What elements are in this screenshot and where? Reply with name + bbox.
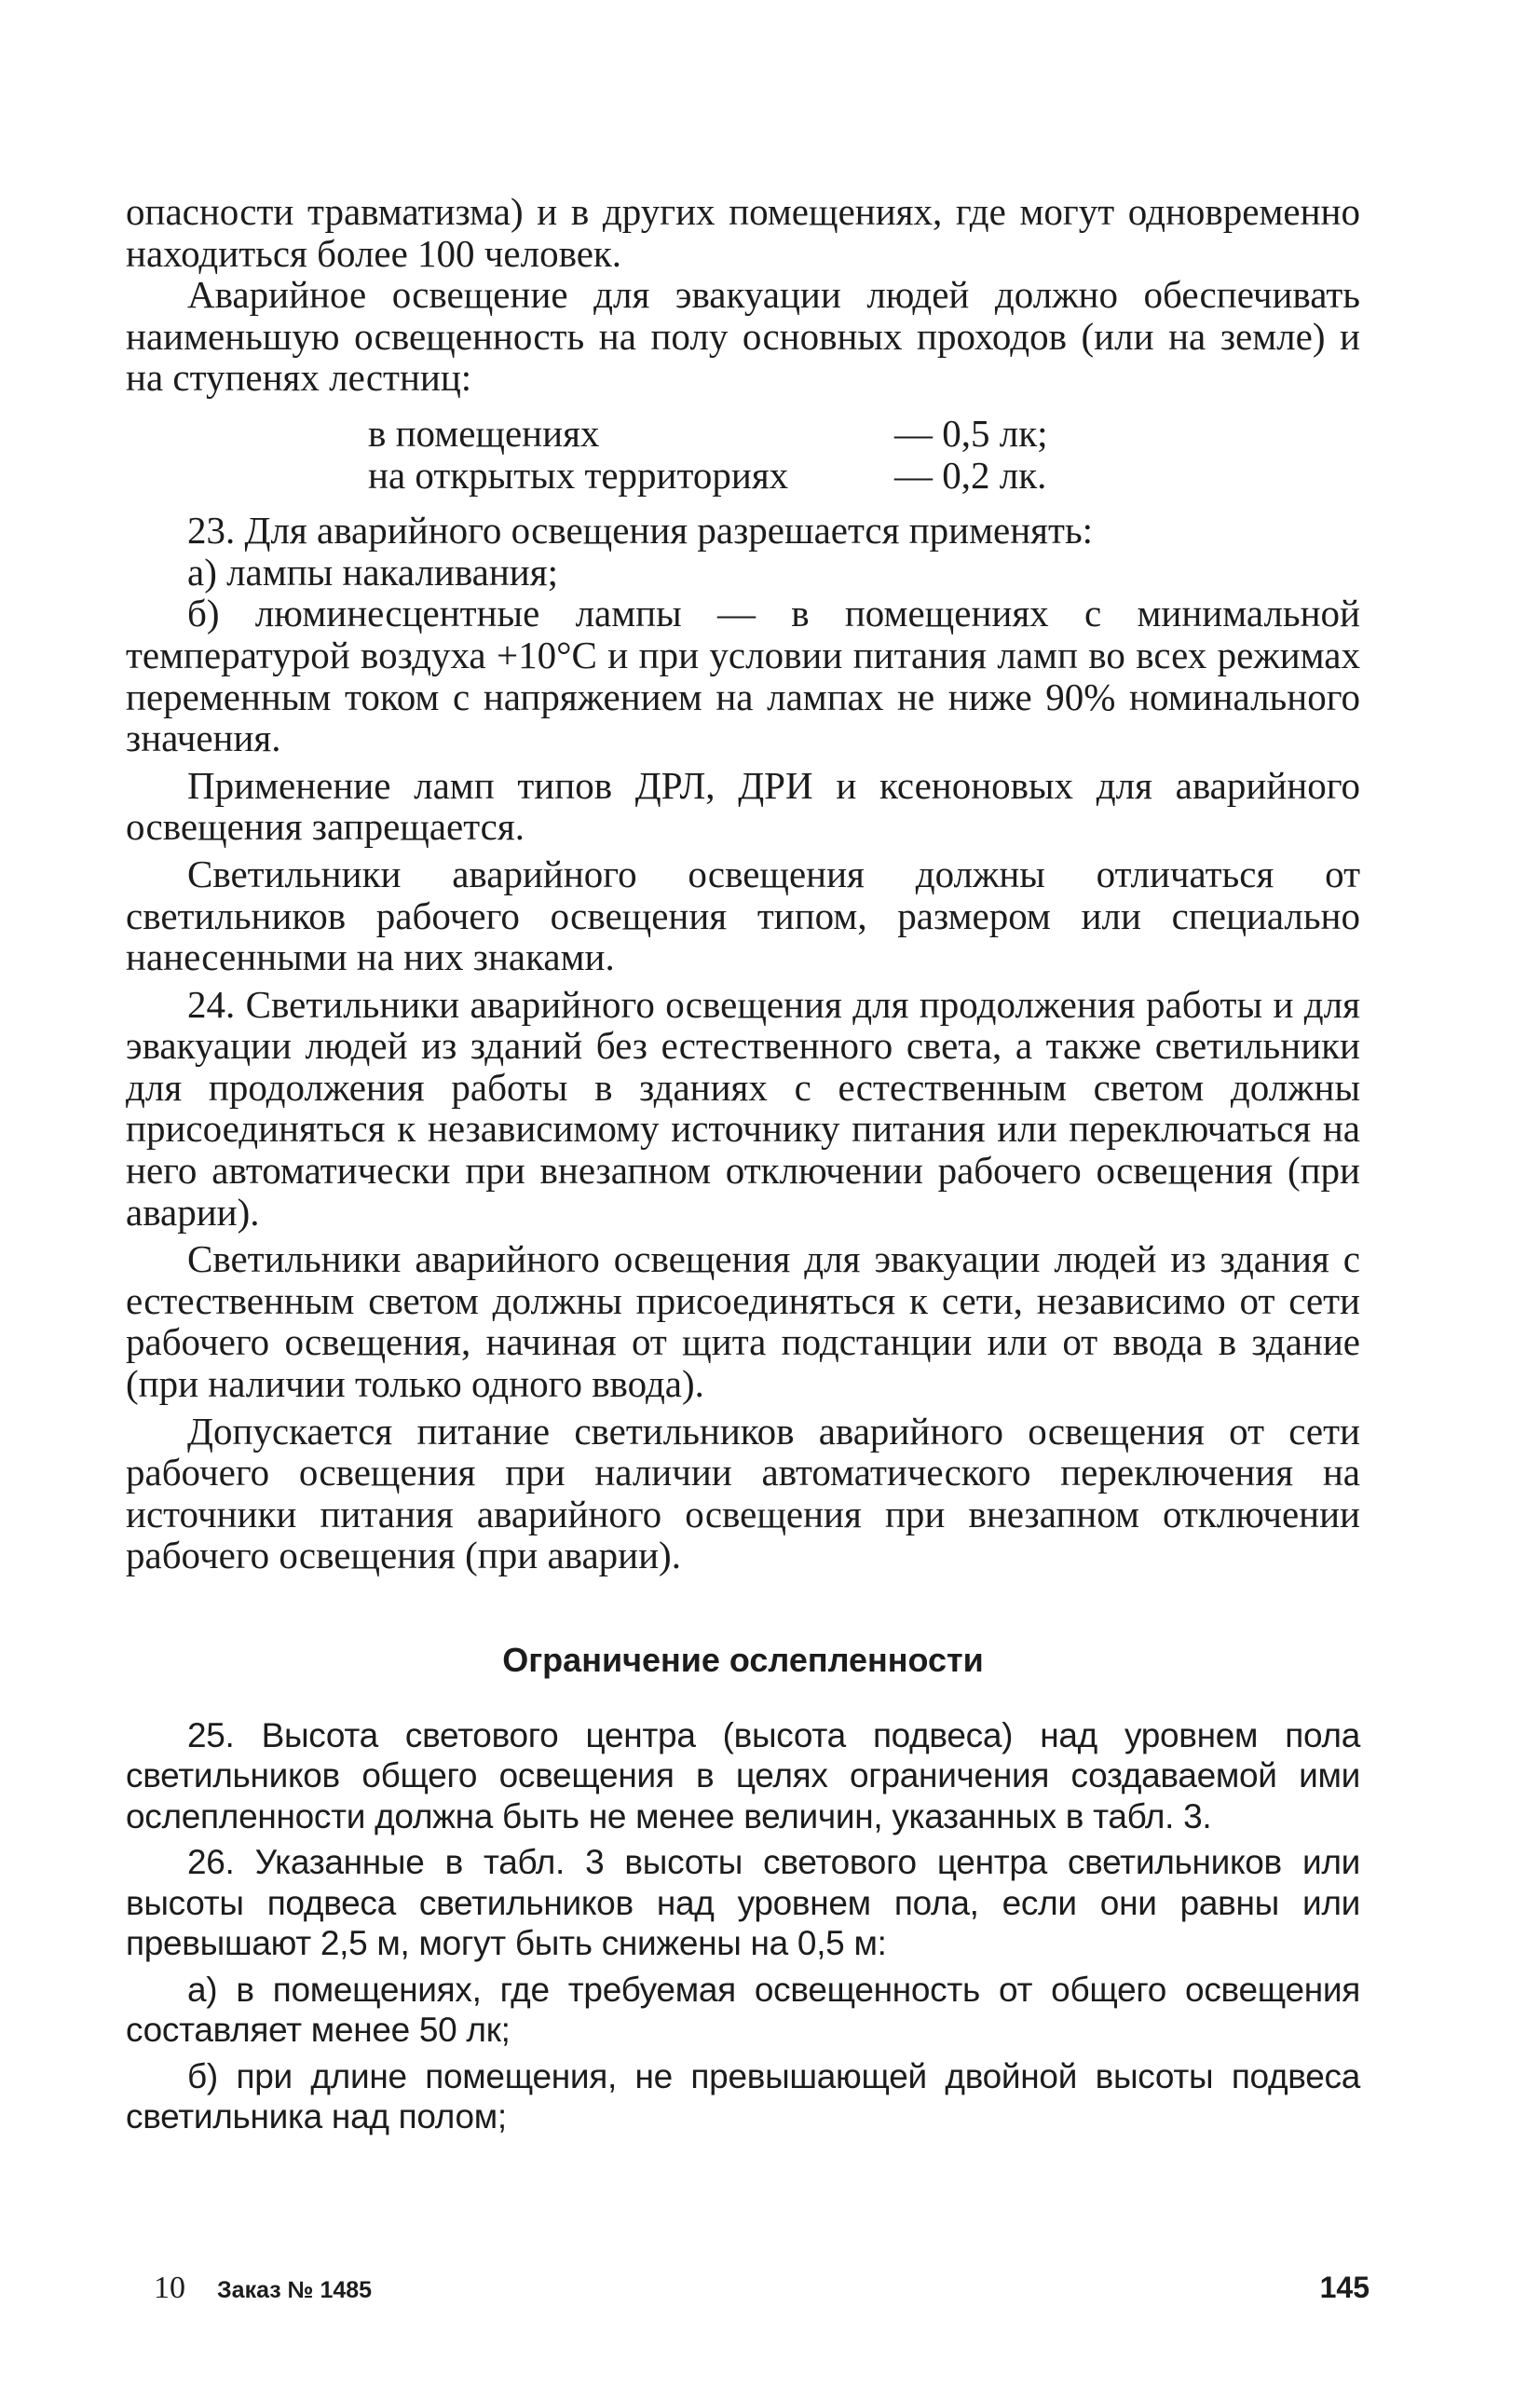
illuminance-place: в помещениях [368,411,600,455]
illuminance-value: — 0,5 лк; [894,411,1048,455]
illuminance-row [368,455,1234,497]
paragraph: Применение ламп типов ДРЛ, ДРИ и ксеноновых для аварийного освещения запрещается. [126,763,1360,849]
illuminance-place: на открытых территориях [368,453,789,497]
list-item: б) люминесцентные лампы — в помещениях с минимальной температурой воздуха +10°С и при условии питания ламп во всех режимах переменным током с напряжением на лампах не ниже 90% номинального значения. [126,592,1360,760]
paragraph: 24. Светильники аварийного освещения для продолжения работы и для эвакуации людей из зданий без естественного света, а также светильники для продолжения работы в зданиях с естественным светом должны присоединяться к независимому источнику питания или переключаться на него автоматически при внезапном отключении рабочего освещения (при аварии). [126,982,1360,1234]
page-content [126,191,1360,2137]
footer-left [154,2271,372,2306]
paragraph: 25. Высота светового центра (высота подвеса) над уровнем пола светильников общего освещения в целях ограничения создаваемой ими ослепленности должна быть не менее величин, указанных в табл. 3. [126,1715,1360,1835]
paragraph: Аварийное освещение для эвакуации людей должно обеспечивать наименьшую освещенность на полу основных проходов (или на земле) и на ступенях лестниц: [126,273,1360,400]
paragraph: Светильники аварийного освещения должны отличаться от светильников рабочего освещения типом, размером или специально нанесенными на них знаками. [126,852,1360,979]
page-footer [154,2271,1370,2306]
page-number: 145 [1319,2271,1370,2304]
paragraph: Светильники аварийного освещения для эвакуации людей из здания с естественным светом должны присоединяться к сети, независимо от сети рабочего освещения, начиная от щита подстанции или от ввода в здание (при наличии только одного ввода). [126,1237,1360,1406]
sans-section [126,1715,1360,2137]
paragraph: опасности травматизма) и в других помещениях, где могут одновременно находиться более 100 человек. [126,190,1360,275]
signature-mark: 10 [154,2271,185,2305]
list-item: а) в помещениях, где требуемая освещенность от общего освещения составляет менее 50 лк; [126,1970,1360,2050]
list-item: б) при длине помещения, не превышающей двойной высоты подвеса светильника над полом; [126,2056,1360,2136]
paragraph: 23. Для аварийного освещения разрешается применять: [187,509,1094,553]
illuminance-list [368,413,1234,496]
paragraph: 26. Указанные в табл. 3 высоты светового центра светильников или высоты подвеса светильников над уровнем пола, если они равны или превышают 2,5 м, могут быть снижены на 0,5 м: [126,1843,1360,1963]
print-order-number: Заказ № 1485 [217,2277,373,2303]
section-heading: Ограничение ослепленности [502,1641,984,1679]
illuminance-row [368,413,1234,455]
paragraph: Допускается питание светильников аварийного освещения от сети рабочего освещения при наличии автоматического переключения на источники питания аварийного освещения при внезапном отключении рабочего освещения (при аварии). [126,1409,1360,1577]
illuminance-value: — 0,2 лк. [894,453,1047,497]
list-item: а) лампы накаливания; [187,550,558,594]
